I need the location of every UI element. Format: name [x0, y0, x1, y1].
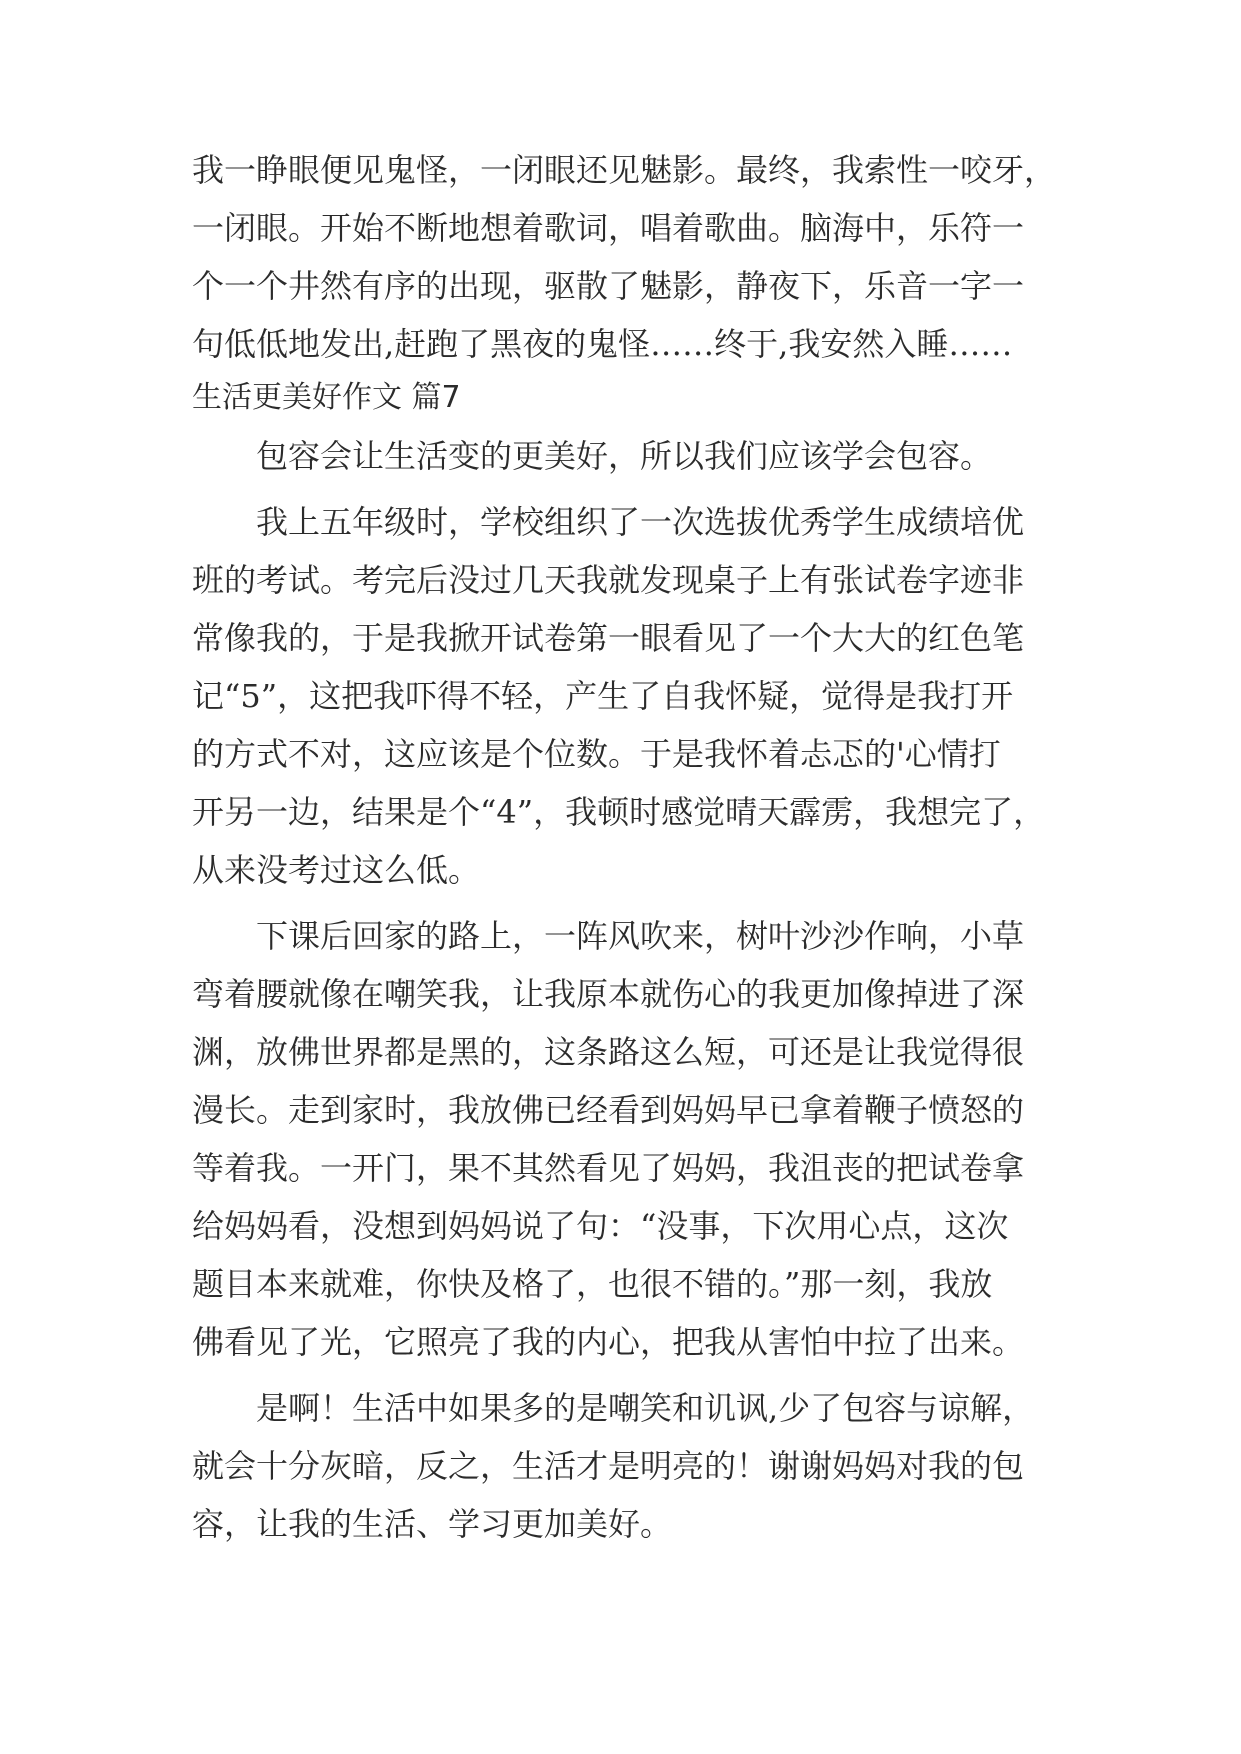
text-line: 班的考试。考完后没过几天我就发现桌子上有张试卷字迹非 [192, 561, 1025, 599]
text-line: 个一个井然有序的出现，驱散了魅影，静夜下，乐音一字一 [192, 267, 1025, 305]
text-line: 容，让我的生活、学习更加美好。 [192, 1505, 673, 1543]
paragraph-3 [192, 916, 1072, 1362]
text-line: 句低低地发出,赶跑了黑夜的鬼怪……终于,我安然入睡…… [192, 325, 1013, 363]
text-line: 常像我的，于是我掀开试卷第一眼看见了一个大大的红色笔 [192, 619, 1025, 657]
text-line: 一闭眼。开始不断地想着歌词，唱着歌曲。脑海中，乐符一 [192, 209, 1025, 247]
text-line: 我上五年级时，学校组织了一次选拔优秀学生成绩培优 [256, 503, 1025, 541]
text-line: 开另一边，结果是个“4”，我顿时感觉晴天霹雳，我想完了， [192, 793, 1046, 831]
text-line: 记“5”，这把我吓得不轻，产生了自我怀疑，觉得是我打开 [192, 677, 1014, 715]
text-line: 包容会让生活变的更美好，所以我们应该学会包容。 [256, 437, 993, 475]
text-line: 我一睁眼便见鬼怪，一闭眼还见魅影。最终，我索性一咬牙， [192, 151, 1057, 189]
paragraph-2 [192, 502, 1072, 890]
text-line: 渊，放佛世界都是黑的，这条路这么短，可还是让我觉得很 [192, 1033, 1025, 1071]
continuation-paragraph [192, 150, 1072, 364]
text-line: 的方式不对，这应该是个位数。于是我怀着忐忑的'心情打 [192, 735, 1001, 773]
text-line: 题目本来就难，你快及格了，也很不错的。”那一刻，我放 [192, 1265, 993, 1303]
text-line: 给妈妈看，没想到妈妈说了句：“没事，下次用心点，这次 [192, 1207, 1009, 1245]
text-line: 弯着腰就像在嘲笑我，让我原本就伤心的我更加像掉进了深 [192, 975, 1025, 1013]
text-line: 佛看见了光，它照亮了我的内心，把我从害怕中拉了出来。 [192, 1323, 1025, 1361]
text-line: 下课后回家的路上，一阵风吹来，树叶沙沙作响，小草 [256, 917, 1025, 955]
text-line: 等着我。一开门，果不其然看见了妈妈，我沮丧的把试卷拿 [192, 1149, 1025, 1187]
text-line: 是啊！生活中如果多的是嘲笑和讥讽,少了包容与谅解， [256, 1389, 1035, 1427]
paragraph-4 [192, 1388, 1072, 1544]
paragraph-1 [192, 436, 1072, 476]
text-line: 就会十分灰暗，反之，生活才是明亮的！谢谢妈妈对我的包 [192, 1447, 1025, 1485]
section-heading: 生活更美好作文 篇7 [192, 380, 461, 415]
text-line: 从来没考过这么低。 [192, 851, 481, 889]
text-line: 漫长。走到家时，我放佛已经看到妈妈早已拿着鞭子愤怒的 [192, 1091, 1025, 1129]
document-body [192, 150, 1072, 1544]
